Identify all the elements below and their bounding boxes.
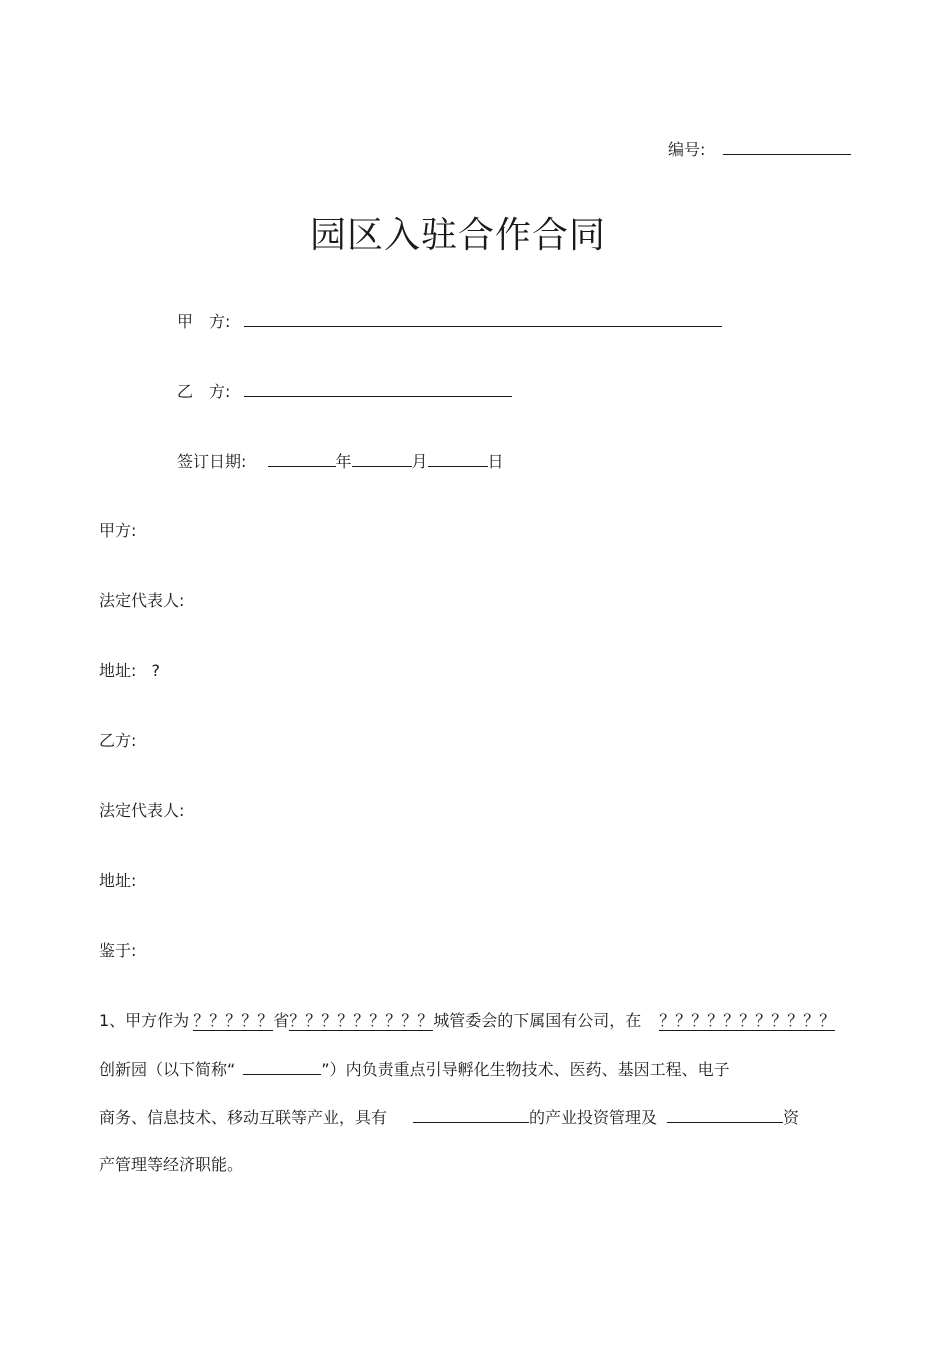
month-label: 月 [411,452,428,471]
sign-date-label: 签订日期: [177,452,247,471]
party-b-field: 乙方: [99,731,137,750]
cover-party-a [177,310,722,333]
whereas-heading: 鉴于: [99,941,137,960]
contract-number [668,138,851,161]
cover-party-a-blank [244,310,722,327]
party-a-address-value: ? [151,661,160,680]
clause1-park-placeholder: ？？？？？？？？？？？ [659,1011,836,1030]
clause1-line1 [99,1010,835,1032]
clause1-city-placeholder: ？？？？？？？？？ [289,1011,434,1030]
clause1-text-3: 城管委会的下属国有公司，在 [433,1011,642,1030]
clause1-text-4: 创新园（以下简称“ [99,1060,236,1079]
year-blank [268,450,336,467]
clause1-text-7: 的产业投资管理及 [529,1108,658,1127]
clause1-province-placeholder: ？？？？？ [193,1011,274,1030]
year-label: 年 [335,452,352,471]
party-b-rep-field: 法定代表人: [99,801,185,820]
clause1-text-8: 资 [783,1108,800,1127]
clause1-abbr-blank [243,1058,321,1075]
day-blank [428,450,488,467]
party-b-address-field: 地址: [99,871,137,890]
clause1-blank-1 [413,1106,529,1123]
cover-party-b-blank [244,380,512,397]
document-title: 园区入驻合作合同 [310,215,607,256]
clause1-blank-2 [667,1106,783,1123]
clause1-line2 [99,1058,730,1081]
day-label: 日 [487,452,504,471]
cover-sign-date [177,450,504,473]
cover-party-a-label: 甲 方: [177,312,231,331]
clause1-line3 [99,1106,799,1129]
clause1-text-6: 商务、信息技术、移动互联等产业，具有 [99,1108,388,1127]
clause1-text-1: 1、甲方作为 [99,1011,190,1030]
clause1-text-5: ”）内负责重点引导孵化生物技术、医药、基因工程、电子 [321,1060,730,1079]
clause1-text-2: 省 [273,1011,290,1030]
contract-number-label: 编号: [668,140,706,159]
party-a-address-field [99,660,160,682]
party-a-rep-field: 法定代表人: [99,591,185,610]
cover-party-b-label: 乙 方: [177,382,231,401]
clause1-line4: 产管理等经济职能。 [99,1155,244,1174]
cover-party-b [177,380,512,403]
month-blank [352,450,412,467]
party-a-address-label: 地址: [99,661,137,680]
contract-number-blank [723,138,851,155]
party-a-field: 甲方: [99,521,137,540]
